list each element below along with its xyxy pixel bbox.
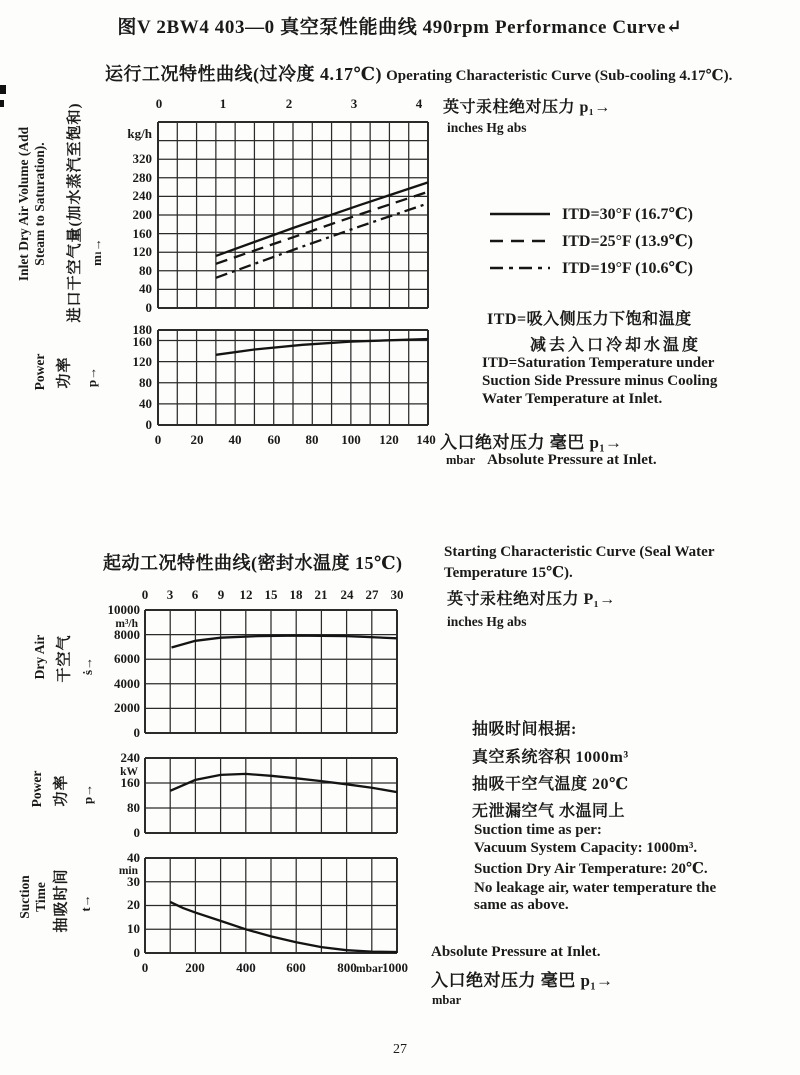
legend-label: ITD=25°F (13.9℃) [562, 232, 693, 250]
axis-tick: 2000 [114, 700, 140, 715]
s1-top-axis-label-zh: 英寸汞柱绝对压力 p₁→ [443, 99, 611, 116]
s1-chart2-ylabel-zh: 功率 [56, 356, 73, 389]
s2-chart1-ylabel-symbol: ṡ→ [80, 656, 95, 676]
s2-bottom-axis-unit: mbar [432, 993, 462, 1007]
s1-top-axis-label-en: inches Hg abs [447, 120, 527, 135]
axis-tick: 80 [139, 375, 152, 390]
s2-bottom-axis-label-en: Absolute Pressure at Inlet. [431, 944, 601, 960]
s2-dry-air-chart [95, 583, 430, 748]
axis-tick: 21 [314, 587, 328, 602]
axis-tick: 80 [305, 432, 319, 447]
axis-tick: 140 [416, 432, 436, 447]
s1-chart2-ylabel-en: Power [32, 353, 47, 391]
axis-tick: 40 [228, 432, 242, 447]
legend-label: ITD=19°F (10.6℃) [562, 259, 693, 277]
page-title: 图V 2BW4 403—0 真空泵性能曲线 490rpm Performance Curve↵ [117, 17, 683, 38]
s2-suction-time-chart [95, 846, 440, 986]
s2-note-zh-line4: 无泄漏空气 水温同上 [472, 803, 626, 820]
axis-unit: m³/h [115, 618, 138, 630]
page-number: 27 [393, 1042, 407, 1057]
axis-tick: 3 [350, 96, 358, 111]
axis-tick: 240 [120, 750, 140, 765]
axis-tick: 180 [132, 322, 152, 337]
s1-chart1-ylabel-zh: 进口干空气量(加水蒸汽至饱和) [67, 102, 83, 323]
axis-tick: 2 [285, 96, 293, 111]
s1-inlet-dry-air-chart [110, 90, 455, 325]
axis-tick: 120 [132, 354, 152, 369]
axis-tick: 160 [132, 334, 152, 349]
axis-tick: 20 [190, 432, 204, 447]
axis-tick: 200 [185, 960, 205, 975]
axis-tick: 4000 [114, 676, 140, 691]
axis-tick: 0 [141, 960, 149, 975]
axis-unit: mbar [356, 963, 383, 975]
axis-tick: 6000 [114, 651, 140, 666]
s2-chart3-ylabel-en [17, 862, 49, 932]
itd-note-en-line1: ITD=Saturation Temperature under [482, 355, 715, 371]
s1-chart1-ylabel-symbol: mₗ→ [89, 238, 104, 266]
axis-tick: 160 [132, 226, 152, 241]
s2-chart3-ylabel-en-line2: Time [33, 882, 48, 912]
s1-title-en: Operating Characteristic Curve (Sub-cooling 4.17℃). [386, 68, 733, 84]
axis-tick: 800 [337, 960, 357, 975]
s2-bottom-axis-label-zh: 入口绝对压力 毫巴 p₁→ [431, 971, 614, 990]
s2-note-en-line4: No leakage air, water temperature the [474, 880, 717, 896]
s1-bottom-axis-label-zh: 入口绝对压力 毫巴 p₁→ [440, 433, 623, 452]
s2-chart1-ylabel-zh: 干空气 [56, 634, 73, 683]
axis-unit: kW [120, 766, 138, 778]
axis-tick: 24 [340, 587, 354, 602]
s1-title-zh: 运行工况特性曲线(过冷度 4.17℃) [105, 64, 383, 84]
axis-tick: 600 [286, 960, 306, 975]
s1-legend [488, 200, 693, 281]
axis-tick: 240 [132, 188, 152, 203]
s2-note-zh-line3: 抽吸干空气温度 20℃ [472, 776, 629, 793]
axis-unit: kg/h [127, 126, 152, 141]
s2-note-zh-line2: 真空系统容积 1000m³ [472, 749, 629, 766]
axis-tick: 4 [415, 96, 423, 111]
s2-note-en-line2: Vacuum System Capacity: 1000m³. [474, 840, 698, 856]
scan-artifact [0, 85, 6, 94]
axis-tick: 80 [139, 263, 152, 278]
axis-tick: 120 [379, 432, 399, 447]
s2-note-zh-line1: 抽吸时间根据: [472, 721, 577, 738]
axis-tick: 15 [264, 587, 278, 602]
axis-tick: 1 [219, 96, 227, 111]
s1-power-chart [110, 322, 455, 457]
legend-item [488, 254, 693, 281]
axis-tick: 80 [127, 800, 140, 815]
axis-tick: 0 [154, 432, 162, 447]
dash-dot-line-swatch [488, 263, 552, 273]
axis-tick: 40 [139, 396, 152, 411]
s1-bottom-axis-en-text: Absolute Pressure at Inlet. [487, 452, 657, 468]
axis-tick: 3 [166, 587, 174, 602]
itd-note-en-line2: Suction Side Pressure minus Cooling [482, 373, 718, 389]
s2-note-en-line3: Suction Dry Air Temperature: 20℃. [474, 861, 708, 877]
axis-tick: 6 [191, 587, 199, 602]
s2-note-en-line5: same as above. [474, 897, 569, 913]
s2-top-axis-label-en: inches Hg abs [447, 614, 527, 629]
s1-chart1-ylabel-en [16, 84, 48, 324]
s1-chart1-ylabel-en-line2: Steam to Saturation). [32, 142, 47, 266]
axis-tick: 280 [132, 170, 152, 185]
axis-tick: 30 [127, 874, 140, 889]
legend-item [488, 227, 693, 254]
itd-note-zh-line2: 减去入口冷却水温度 [530, 337, 702, 354]
axis-tick: 0 [145, 300, 152, 315]
s1-chart1-ylabel-en-line1: Inlet Dry Air Volume (Add [16, 126, 31, 282]
dashed-line-swatch [488, 236, 552, 246]
s2-chart3-ylabel-zh: 抽吸时间 [53, 868, 70, 933]
axis-tick: 12 [239, 587, 253, 602]
axis-tick: 120 [132, 244, 152, 259]
axis-tick: 40 [127, 850, 140, 865]
axis-tick: 0 [141, 587, 149, 602]
s2-chart2-ylabel-symbol: p→ [80, 783, 95, 805]
itd-note-zh-line1: ITD=吸入侧压力下饱和温度 [487, 311, 692, 328]
axis-tick: 20 [127, 897, 140, 912]
itd-note-en-line3: Water Temperature at Inlet. [482, 391, 663, 407]
axis-tick: 0 [133, 825, 140, 840]
s1-bottom-axis-label-en [446, 451, 657, 469]
s2-chart1-ylabel-en: Dry Air [32, 634, 47, 680]
s2-power-chart [95, 748, 430, 853]
axis-tick: 0 [155, 96, 163, 111]
s2-title-zh: 起动工况特性曲线(密封水温度 15℃) [103, 553, 403, 573]
axis-tick: 8000 [114, 627, 140, 642]
s2-note-en-line1: Suction time as per: [474, 822, 602, 838]
axis-tick: 320 [132, 151, 152, 166]
axis-tick: 30 [390, 587, 404, 602]
axis-tick: 60 [267, 432, 281, 447]
s2-top-axis-label-zh: 英寸汞柱绝对压力 P₁→ [447, 591, 616, 608]
legend-item [488, 200, 693, 227]
s2-title-en-line2: Temperature 15℃). [444, 565, 573, 581]
s1-title [105, 60, 732, 86]
axis-unit: min [118, 865, 138, 877]
s2-title-en-line1: Starting Characteristic Curve (Seal Water [444, 544, 715, 560]
axis-tick: 18 [289, 587, 303, 602]
axis-tick: 0 [133, 725, 140, 740]
legend-label: ITD=30°F (16.7℃) [562, 205, 693, 223]
axis-tick: 160 [120, 775, 140, 790]
axis-tick: 9 [217, 587, 225, 602]
axis-tick: 0 [133, 945, 140, 960]
axis-tick: 1000 [382, 960, 408, 975]
s1-chart2-ylabel-symbol: p→ [84, 366, 99, 388]
axis-tick: 100 [341, 432, 361, 447]
axis-tick: 10000 [107, 602, 140, 617]
axis-tick: 400 [236, 960, 256, 975]
s2-chart2-ylabel-en: Power [29, 770, 44, 808]
axis-tick: 10 [127, 921, 140, 936]
scan-artifact [0, 100, 4, 107]
axis-tick: 0 [145, 417, 152, 432]
s2-chart2-ylabel-zh: 功率 [53, 774, 70, 807]
axis-tick: 27 [365, 587, 379, 602]
s2-chart3-ylabel-en-line1: Suction [17, 875, 32, 919]
s1-bottom-axis-unit: mbar [446, 453, 476, 467]
axis-tick: 40 [139, 281, 152, 296]
solid-line-swatch [488, 209, 552, 219]
s2-chart3-ylabel-symbol: t→ [78, 894, 93, 912]
axis-tick: 200 [132, 207, 152, 222]
